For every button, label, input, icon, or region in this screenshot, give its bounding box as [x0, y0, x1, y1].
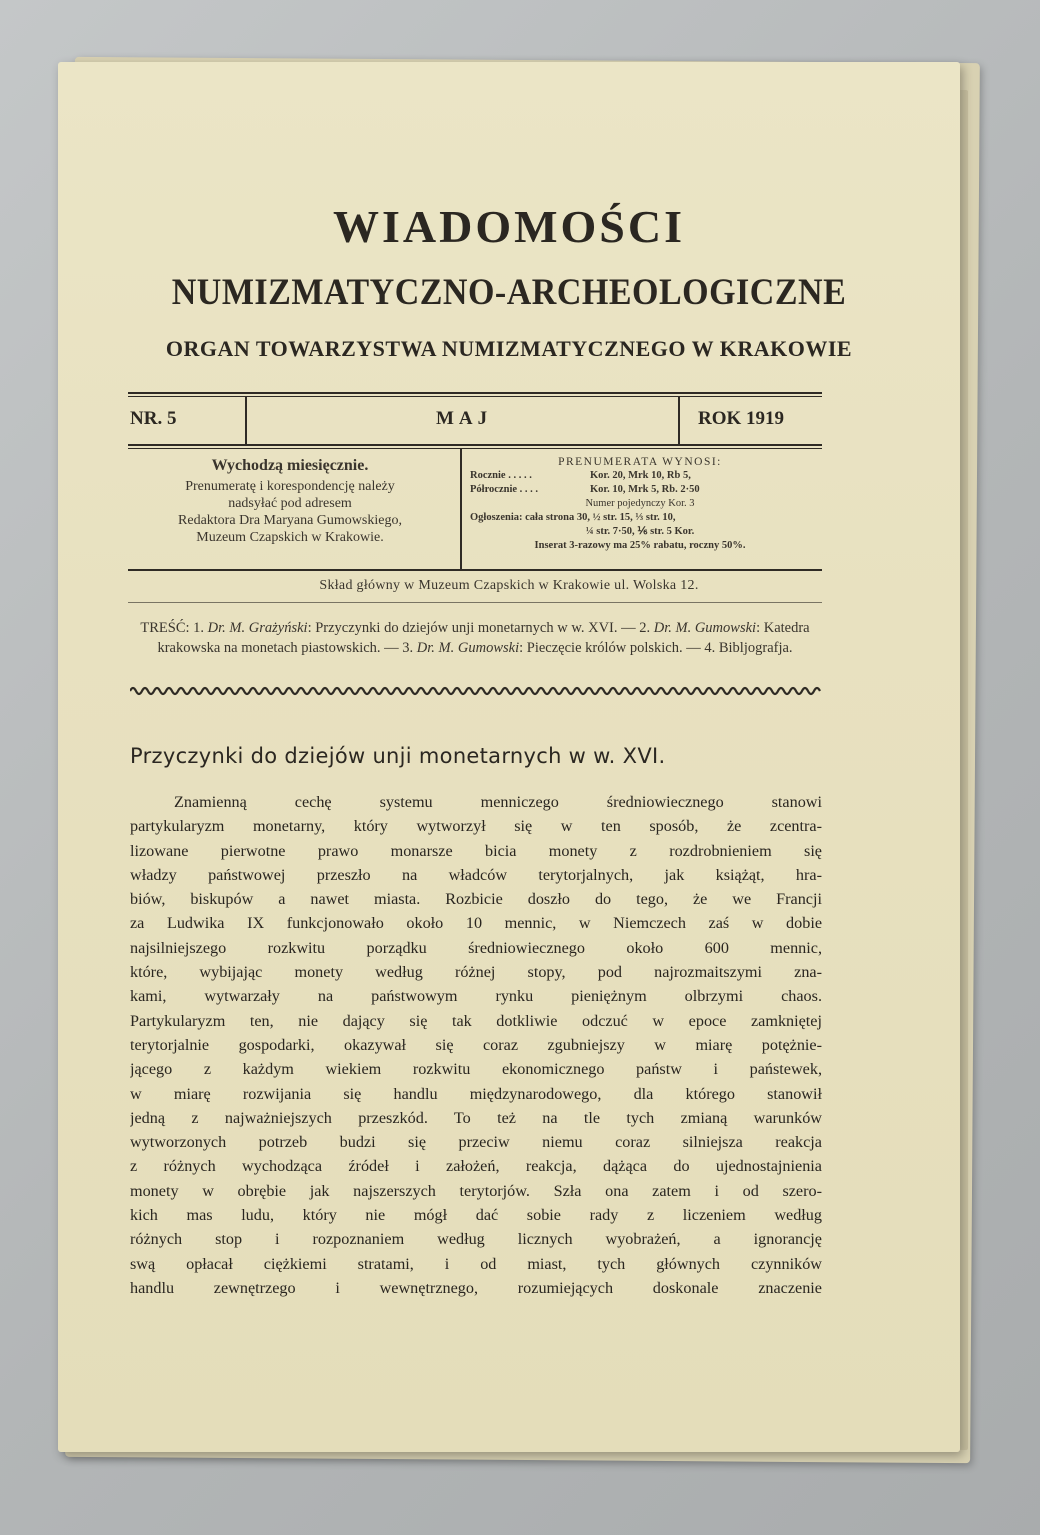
toc-author-3a: Dr. M.	[416, 640, 455, 656]
rule-bottom	[128, 569, 822, 571]
subscription-price: Kor. 20, Mrk 10, Rb 5,	[590, 470, 691, 481]
info-line: Muzeum Czapskich w Krakowie.	[196, 530, 384, 545]
body-line: kami, wytwarzały na państwowym rynku pieniężnym olbrzymi chaos.	[130, 987, 822, 1006]
body-line: które, wybijając monety według różnej stopy, pod najrozmaitszymi zna-	[130, 963, 822, 982]
table-of-contents	[130, 618, 820, 658]
body-line: jedną z najważniejszych przeszkód. To też na tle tych zmianą warunków	[130, 1108, 822, 1127]
body-line: swą opłacał ciężkiemi stratami, i od miast, tych głównych czynników	[130, 1254, 822, 1273]
masthead-subtitle: NUMIZMATYCZNO-ARCHEOLOGICZNE	[171, 272, 847, 313]
publication-frequency: Wychodzą miesięcznie.	[211, 457, 369, 474]
ads-pricing	[470, 511, 810, 525]
info-line: nadsyłać pod adresem	[228, 496, 352, 511]
rule-top-2	[128, 396, 822, 397]
toc-title-2: : Katedra krakowska na monetach piastowskich. — 3.	[157, 620, 810, 656]
info-line: Prenumeratę i korespondencję należy	[185, 479, 395, 494]
body-line: Znamienną cechę systemu menniczego średniowiecznego stanowi	[174, 793, 822, 811]
rule-mid-1	[128, 444, 822, 446]
article-title: Przyczynki do dziejów unji monetarnych w w. XVI.	[130, 744, 666, 768]
body-line: monety w obrębie jak najszerszych terytorjów. Szła ona zatem i od szero-	[130, 1181, 822, 1200]
article-body	[130, 790, 822, 1300]
publication-info	[130, 457, 450, 546]
body-line: partykularyzm monetarny, który wytworzył się w ten sposób, że zcentra-	[130, 817, 822, 836]
rule-top-1	[128, 392, 822, 394]
toc-title-3: : Pieczęcie królów polskich. — 4. Bibljografja.	[519, 640, 793, 656]
rule-mid-2	[128, 448, 822, 449]
journal-cover-page	[58, 62, 960, 1452]
issue-number: NR. 5	[130, 408, 177, 429]
rule-sklad	[128, 602, 822, 603]
info-divider	[460, 449, 462, 569]
ads-line-2: ¼ str. 7·50, ⅙ str. 5 Kor.	[585, 526, 695, 537]
body-line: wytworzonych potrzeb budzi się przeciw niemu coraz silniejsza reakcja	[130, 1133, 822, 1152]
body-line: handlu zewnętrzego i wewnętrznego, rozumiejących doskonale znaczenie	[130, 1278, 822, 1297]
issue-divider-1	[245, 396, 247, 444]
ads-line-1: cała strona 30, ½ str. 15, ⅓ str. 10,	[525, 512, 676, 523]
subscription-label: Rocznie . . . . .	[470, 470, 532, 481]
subscription-info	[470, 455, 810, 553]
subscription-heading: PRENUMERATA WYNOSI:	[558, 456, 722, 468]
masthead-title: WIADOMOŚCI	[332, 201, 686, 252]
body-line: za Ludwika IX funkcjonowało około 10 mennic, w Niemczech zaś w dobie	[130, 914, 822, 933]
toc-author-2: Dr. M. Gumowski	[653, 620, 757, 636]
toc-title-1: : Przyczynki do dziejów unji monetarnych w w. XVI. —	[307, 620, 636, 636]
subscription-row-halfyear	[470, 483, 810, 497]
body-line: kich mas ludu, który nie mógł dać sobie rady z liczeniem według	[130, 1206, 822, 1225]
body-line: biów, biskupów a nawet miasta. Rozbicie doszło do tego, że we Francji	[130, 890, 822, 909]
insert-discount: Inserat 3-razowy ma 25% rabatu, roczny 50%.	[534, 540, 746, 551]
body-line: terytorjalnie gospodarki, okazywał się coraz zgubniejszy w miarę potężnie-	[130, 1035, 822, 1054]
body-line: różnych stop i rozpoznaniem według licznych wyobrażeń, a ignorancję	[130, 1230, 822, 1249]
info-line: Redaktora Dra Maryana Gumowskiego,	[178, 513, 402, 528]
decorative-wavy-rule	[130, 684, 822, 698]
issue-year: ROK 1919	[698, 408, 785, 429]
body-line: jącego z każdym wiekiem rozkwitu ekonomicznego państw i państewek,	[130, 1060, 822, 1079]
main-depot: Skład główny w Muzeum Czapskich w Krakowie ul. Wolska 12.	[319, 578, 699, 593]
issue-month: MAJ	[436, 408, 493, 429]
subscription-row-yearly	[470, 469, 810, 483]
single-issue-price: Numer pojedynczy Kor. 3	[585, 498, 695, 509]
toc-author-3b: Gumowski	[457, 640, 520, 656]
issue-divider-2	[678, 396, 680, 444]
body-line: władzy państwowej przeszło na władców terytorjalnych, jak książąt, hra-	[130, 865, 822, 884]
toc-author-1: Dr. M. Grażyński	[207, 620, 308, 636]
body-line: Partykularyzm ten, nie dający się tak dotkliwie odczuć w epoce zamkniętej	[130, 1011, 822, 1030]
body-line: lizowane pierwotne prawo monarsze bicia monety z rozdrobnieniem się	[130, 841, 822, 860]
body-line: w miarę rozwijania się handlu międzynarodowego, dla którego stanowił	[130, 1084, 822, 1103]
subscription-price: Kor. 10, Mrk 5, Rb. 2·50	[590, 484, 700, 495]
body-line: z różnych wychodząca źródeł i założeń, reakcja, dążąca do ujednostajnienia	[130, 1157, 822, 1176]
toc-label: TREŚĆ: 1.	[140, 620, 205, 636]
ads-label: Ogłoszenia:	[470, 512, 523, 523]
toc-number-2: 2.	[639, 620, 651, 636]
body-line: najsilniejszego rozkwitu porządku średniowiecznego około 600 mennic,	[130, 938, 822, 957]
masthead-organ: ORGAN TOWARZYSTWA NUMIZMATYCZNEGO W KRAKOWIE	[165, 336, 853, 361]
subscription-label: Półrocznie . . . .	[470, 484, 539, 495]
